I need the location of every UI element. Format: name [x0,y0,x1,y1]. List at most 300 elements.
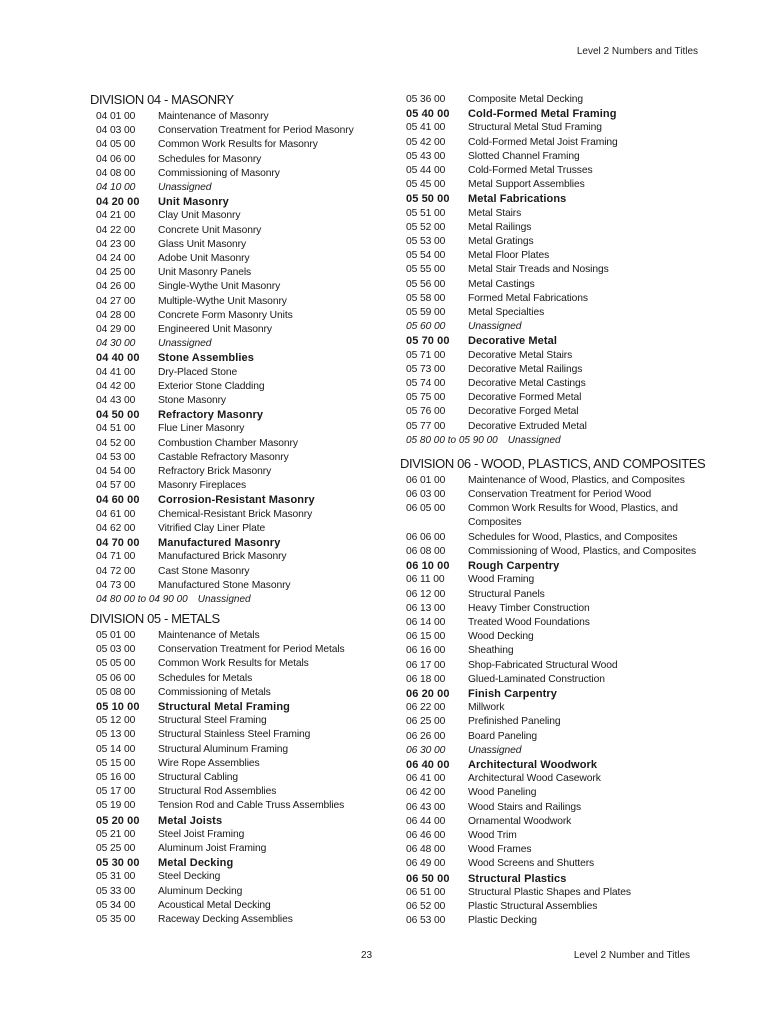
section-title: Conservation Treatment for Period Wood [468,489,652,501]
list-item [90,785,390,799]
list-item [400,249,700,263]
section-title: Structural Plastics [468,872,567,885]
level2-heading-row [400,758,700,772]
list-item [400,377,700,391]
section-title: Common Work Results for Metals [158,658,309,670]
division-04-range-row [90,593,390,607]
list-item [90,451,390,465]
section-number: 06 15 00 [406,631,446,643]
division-06-heading: DIVISION 06 - WOOD, PLASTICS, AND COMPOSITES [400,455,706,471]
list-item [90,110,390,124]
list-item [90,799,390,813]
section-title: Heavy Timber Construction [468,602,590,614]
section-number: 04 01 00 [96,111,136,122]
section-title: Metal Castings [468,278,535,290]
level2-heading-row [400,872,700,886]
list-item [400,545,700,559]
list-item [400,263,700,277]
section-title: Maintenance of Masonry [158,111,269,122]
section-title: Structural Panels [468,588,545,600]
list-item [90,224,390,238]
section-number: 06 44 00 [406,815,446,827]
section-number: 05 34 00 [96,899,136,911]
section-title: Composite Metal Decking [468,94,584,105]
list-item [400,93,700,107]
section-title: Metal Stairs [468,207,522,219]
section-title: Exterior Stone Cladding [158,380,265,392]
running-header: Level 2 Numbers and Titles [576,46,698,57]
section-title: Decorative Metal Railings [468,363,583,375]
section-number: 04 28 00 [96,309,136,321]
section-number: 04 73 00 [96,579,136,591]
section-number: 04 03 00 [96,125,136,137]
section-number: 04 57 00 [96,480,136,492]
section-title: Cold-Formed Metal Framing [468,108,617,121]
section-number: 04 25 00 [96,267,136,279]
list-item [90,153,390,167]
section-title: Unassigned [158,182,212,194]
list-item [90,565,390,579]
section-title: Structural Aluminum Framing [158,743,289,755]
section-number: 05 05 00 [96,658,136,670]
division-04-heading: DIVISION 04 - MASONRY [90,92,234,107]
section-title: Cast Stone Masonry [158,565,250,577]
list-item [90,672,390,686]
section-number: 06 42 00 [406,787,446,799]
section-number: 04 23 00 [96,238,136,250]
level2-heading-row [400,687,700,701]
section-title: Wood Framing [468,574,535,586]
section-number: 05 08 00 [96,686,136,698]
page-number: 23 [361,950,373,961]
section-number: 04 60 00 [96,494,140,507]
list-item [90,757,390,771]
left-column [90,92,390,927]
section-title: Stone Assemblies [158,352,254,365]
section-number: 06 05 00 [406,503,446,515]
section-number: 06 18 00 [406,673,446,685]
list-item [400,573,700,587]
section-title: Structural Plastic Shapes and Plates [468,886,631,898]
section-title: Board Paneling [468,730,538,742]
level2-heading-row [90,493,390,507]
list-item [90,323,390,337]
list-item [90,508,390,522]
section-number: 05 10 00 [96,700,140,713]
list-item [90,124,390,138]
list-item [400,801,700,815]
section-number: 04 50 00 [96,409,140,422]
list-item [400,886,700,900]
section-title: Metal Gratings [468,236,534,248]
section-title: Metal Floor Plates [468,250,550,262]
section-number: 04 70 00 [96,537,140,550]
list-item [90,899,390,913]
section-title: Sheathing [468,645,514,657]
range-label: Unassigned [197,593,251,605]
list-item [90,380,390,394]
section-title: Structural Cabling [158,771,239,783]
section-title: Tension Rod and Cable Truss Assemblies [158,800,345,812]
list-item [90,629,390,643]
section-number: 04 40 00 [96,352,140,365]
section-title: Wood Trim [468,829,517,841]
section-title: Structural Metal Framing [158,700,290,713]
section-title: Manufactured Masonry [158,537,281,550]
section-number: 04 06 00 [96,153,136,165]
section-number: 05 58 00 [406,292,446,304]
section-title: Unassigned [468,744,522,756]
list-item [400,405,700,419]
list-item [400,588,700,602]
section-title: Corrosion-Resistant Masonry [158,494,315,507]
division-06-list [400,474,700,929]
section-title: Metal Railings [468,221,532,233]
section-number: 04 52 00 [96,437,136,449]
level2-heading-row [90,351,390,365]
section-number: 05 54 00 [406,250,446,262]
list-item [90,252,390,266]
section-number: 05 59 00 [406,307,446,319]
section-title: Common Work Results for Masonry [158,139,318,151]
list-item [90,309,390,323]
section-number: 06 12 00 [406,588,446,600]
section-title: Manufactured Stone Masonry [158,579,291,591]
section-number: 06 40 00 [406,758,450,771]
section-number: 04 08 00 [96,167,136,179]
list-item [400,306,700,320]
section-number: 05 31 00 [96,871,136,883]
section-title: Plastic Decking [468,915,537,927]
list-item [400,616,700,630]
list-item [90,465,390,479]
list-item [400,391,700,405]
section-number: 05 60 00 [406,321,446,333]
section-number: 05 33 00 [96,885,136,897]
list-item [90,686,390,700]
section-title: Castable Refractory Masonry [158,451,289,463]
section-number: 05 36 00 [406,94,446,105]
list-item [90,828,390,842]
list-item [90,238,390,252]
section-title: Refractory Brick Masonry [158,466,272,478]
division-05-range-row [400,434,700,448]
section-number: 04 61 00 [96,508,136,520]
level2-heading-row [400,107,700,121]
section-title: Metal Joists [158,814,223,827]
list-item [400,136,700,150]
section-number: 06 06 00 [406,531,446,543]
section-title: Schedules for Metals [158,672,253,684]
list-item [90,479,390,493]
division-05-list [90,629,390,927]
list-item [90,337,390,351]
list-item [400,829,700,843]
list-item [400,531,700,545]
section-number: 06 52 00 [406,900,446,912]
section-title: Plastic Structural Assemblies [468,900,598,912]
section-number: 06 14 00 [406,616,446,628]
section-number: 06 25 00 [406,716,446,728]
section-title: Stone Masonry [158,395,226,407]
list-item [400,235,700,249]
list-item [400,730,700,744]
section-number: 05 13 00 [96,729,136,741]
list-item [400,815,700,829]
section-title: Decorative Metal Castings [468,378,586,390]
section-number: 05 14 00 [96,743,136,755]
list-item [400,488,700,502]
list-item [90,394,390,408]
list-item [400,630,700,644]
list-item [90,522,390,536]
section-title: Wood Stairs and Railings [468,801,582,813]
list-item [90,657,390,671]
section-number: 05 74 00 [406,378,446,390]
section-title: Unassigned [158,338,212,350]
section-number: 05 19 00 [96,800,136,812]
section-title: Cold-Formed Metal Trusses [468,165,593,177]
division-05-continued-list [400,93,700,434]
section-title: Steel Joist Framing [158,828,245,840]
section-number: 05 01 00 [96,629,136,641]
list-item [400,900,700,914]
section-title: Conservation Treatment for Period Masonry [158,125,354,137]
level2-heading-row [90,856,390,870]
section-number: 04 51 00 [96,423,136,435]
list-item [400,772,700,786]
list-item [90,280,390,294]
list-item [400,207,700,221]
range-numbers: 04 80 00 to 04 90 00 [96,593,188,605]
section-number: 05 12 00 [96,715,136,727]
list-item [90,870,390,884]
list-item [90,842,390,856]
section-number: 06 50 00 [406,872,450,885]
section-number: 05 51 00 [406,207,446,219]
level2-heading-row [90,536,390,550]
section-number: 04 72 00 [96,565,136,577]
section-number: 06 43 00 [406,801,446,813]
section-number: 05 73 00 [406,363,446,375]
section-title: Maintenance of Metals [158,629,260,641]
list-item [90,550,390,564]
section-title: Acoustical Metal Decking [158,899,271,911]
section-number: 04 54 00 [96,466,136,478]
section-number: 05 35 00 [96,913,136,925]
section-number: 05 21 00 [96,828,136,840]
section-title: Refractory Masonry [158,409,264,422]
section-number: 05 40 00 [406,108,450,121]
list-item [90,181,390,195]
section-title: Clay Unit Masonry [158,210,241,222]
section-title: Masonry Fireplaces [158,480,247,492]
section-number: 04 24 00 [96,253,136,265]
section-number: 05 20 00 [96,814,140,827]
list-item [400,320,700,334]
section-title: Slotted Channel Framing [468,150,580,162]
section-number: 05 56 00 [406,278,446,290]
section-number: 06 08 00 [406,545,446,557]
section-title: Metal Support Assemblies [468,179,585,191]
section-title: Glass Unit Masonry [158,238,247,250]
section-title: Maintenance of Wood, Plastics, and Composites [468,474,685,486]
section-number: 04 29 00 [96,324,136,336]
section-title: Aluminum Joist Framing [158,842,267,854]
list-item [400,602,700,616]
section-number: 04 27 00 [96,295,136,307]
section-number: 06 01 00 [406,474,446,486]
section-number: 05 71 00 [406,349,446,361]
list-item [400,644,700,658]
section-title: Conservation Treatment for Period Metals [158,644,345,656]
section-title: Architectural Woodwork [468,758,598,771]
section-number: 04 22 00 [96,224,136,236]
section-title: Architectural Wood Casework [468,773,601,785]
list-item [400,221,700,235]
section-title: Commissioning of Masonry [158,167,280,179]
section-title: Concrete Form Masonry Units [158,309,293,321]
list-item [90,138,390,152]
range-label: Unassigned [507,434,561,446]
section-number: 05 16 00 [96,771,136,783]
level2-heading-row [90,700,390,714]
section-number: 06 48 00 [406,844,446,856]
section-number: 04 20 00 [96,196,140,209]
section-title: Unassigned [468,321,522,333]
level2-heading-row [400,334,700,348]
list-item [90,295,390,309]
list-item [400,349,700,363]
section-title: Shop-Fabricated Structural Wood [468,659,618,671]
list-item [400,363,700,377]
section-title: Finish Carpentry [468,687,558,700]
list-item [400,701,700,715]
section-title: Wood Screens and Shutters [468,858,595,870]
section-number: 05 76 00 [406,406,446,418]
level2-heading-row [400,559,700,573]
list-item [90,728,390,742]
section-title: Millwork [468,702,505,714]
section-title: Ornamental Woodwork [468,815,572,827]
list-item [90,437,390,451]
level2-heading-row [90,195,390,209]
section-number: 06 13 00 [406,602,446,614]
section-number: 05 03 00 [96,644,136,656]
section-title: Glued-Laminated Construction [468,673,605,685]
section-number: 05 45 00 [406,179,446,191]
list-item [400,744,700,758]
section-title: Decorative Formed Metal [468,392,582,404]
section-number: 04 30 00 [96,338,136,350]
list-item [90,579,390,593]
section-title: Cold-Formed Metal Joist Framing [468,136,618,148]
section-number: 05 17 00 [96,786,136,798]
division-04-list [90,110,390,593]
right-column [400,93,706,928]
section-number: 06 51 00 [406,886,446,898]
section-number: 06 41 00 [406,773,446,785]
section-number: 05 70 00 [406,335,450,348]
section-title: Unit Masonry Panels [158,267,252,279]
division-05-heading: DIVISION 05 - METALS [90,610,220,626]
section-title: Commissioning of Metals [158,686,271,698]
section-title: Manufactured Brick Masonry [158,551,287,563]
range-numbers: 05 80 00 to 05 90 00 [406,434,498,446]
list-item [400,150,700,164]
section-number: 04 41 00 [96,366,136,378]
list-item [400,715,700,729]
list-item [90,422,390,436]
section-number: 04 10 00 [96,182,136,194]
list-item [90,771,390,785]
section-number: 04 21 00 [96,210,136,222]
section-title: Rough Carpentry [468,560,560,573]
section-title: Decorative Forged Metal [468,406,579,418]
section-title: Wood Frames [468,844,532,856]
list-item [400,121,700,135]
level2-heading-row [90,814,390,828]
section-title: Structural Metal Stud Framing [468,122,602,134]
section-number: 05 15 00 [96,757,136,769]
section-number: 06 17 00 [406,659,446,671]
section-number: 05 25 00 [96,842,136,854]
section-number: 05 53 00 [406,236,446,248]
section-title: Structural Steel Framing [158,715,267,727]
list-item [400,292,700,306]
list-item [400,474,700,488]
section-title: Structural Stainless Steel Framing [158,729,311,741]
list-item [400,914,700,928]
section-title: Metal Fabrications [468,193,567,206]
list-item [400,178,700,192]
list-item [90,913,390,927]
section-title: Metal Specialties [468,307,545,319]
section-title: Steel Decking [158,871,221,883]
section-number: 06 49 00 [406,858,446,870]
section-title: Metal Decking [158,857,234,870]
section-title: Treated Wood Foundations [468,616,590,628]
list-item [90,167,390,181]
section-title: Wood Decking [468,631,534,643]
section-number: 06 03 00 [406,489,446,501]
section-title: Schedules for Wood, Plastics, and Composites [468,531,678,543]
running-footer: Level 2 Number and Titles [573,950,690,961]
section-title: Vitrified Clay Liner Plate [158,522,266,534]
list-item [400,843,700,857]
section-number: 06 20 00 [406,687,450,700]
list-item [400,502,700,530]
section-title: Prefinished Paneling [468,716,561,728]
section-number: 05 77 00 [406,420,446,432]
section-title: Schedules for Masonry [158,153,262,165]
section-title: Adobe Unit Masonry [158,253,250,265]
section-number: 05 75 00 [406,392,446,404]
section-number: 04 26 00 [96,281,136,293]
level2-heading-row [400,192,700,206]
section-title: Combustion Chamber Masonry [158,437,298,449]
list-item [400,673,700,687]
section-number: 05 52 00 [406,221,446,233]
list-item [90,366,390,380]
list-item [90,714,390,728]
section-title: Wood Paneling [468,787,537,799]
section-number: 06 11 00 [406,574,445,586]
list-item [400,164,700,178]
list-item [90,643,390,657]
section-title: Wire Rope Assemblies [158,757,260,769]
section-title: Decorative Metal Stairs [468,349,573,361]
